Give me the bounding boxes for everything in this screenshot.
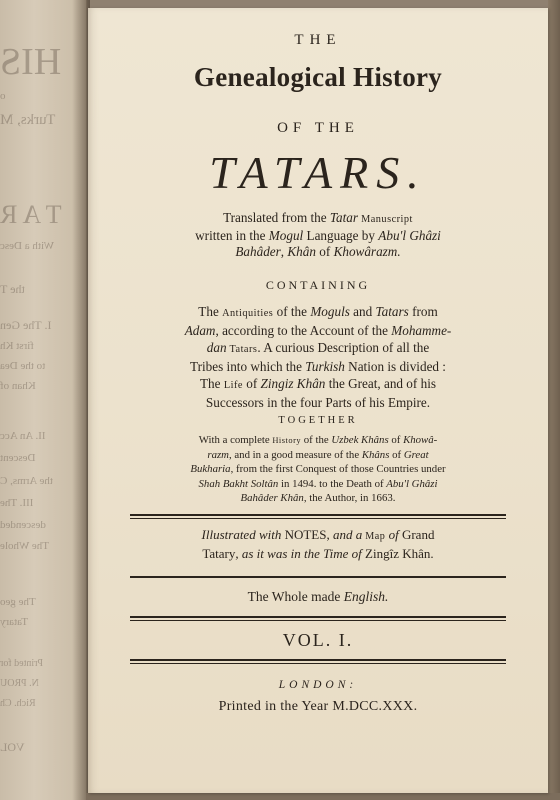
text-run: of — [389, 448, 404, 461]
text-run: Life — [223, 380, 243, 391]
imprint-year: Printed in the Year M.DCC.XXX. — [218, 699, 418, 714]
text-run: Manuscript — [358, 214, 413, 225]
bleed-through-text: HIS — [0, 41, 62, 83]
text-run: from — [408, 304, 438, 319]
bleed-through-text: o — [0, 90, 6, 102]
text-run: , and in a good measure of the — [228, 448, 362, 461]
text-run: Tatar — [329, 210, 359, 225]
text-run: Map — [362, 531, 386, 542]
bleed-through-text: Printed for — [0, 658, 44, 669]
text-run: Moguls — [310, 304, 350, 319]
divider-rule — [130, 576, 506, 578]
whole-made-english — [128, 589, 508, 605]
bleed-through-text: first Kh — [0, 340, 34, 352]
bleed-through-text: With a Desc — [0, 240, 54, 252]
bleed-through-text: Khan of — [0, 380, 36, 392]
text-run: Language by — [303, 228, 379, 243]
text-run: Successors in the four Parts of his Empire. — [205, 395, 431, 410]
text-run: The Whole made — [247, 589, 344, 604]
text-run: , — [280, 244, 288, 259]
text-run: Khowârazm. — [333, 244, 401, 259]
text-run: and — [349, 304, 376, 319]
text-run: in 1494. to the Death of — [278, 477, 387, 490]
history-description — [128, 433, 508, 506]
title-of-the: OF THE — [277, 120, 359, 136]
bleed-through-text: The geo — [0, 596, 36, 608]
bleed-through-text: descended — [0, 519, 46, 531]
text-run: , the Author, in 1663. — [303, 492, 396, 504]
bleed-through-text: Tatary — [0, 616, 28, 628]
text-run: Bahâder Khân — [240, 492, 304, 504]
bleed-through-text: II. An Acc — [0, 430, 46, 442]
bleed-through-text: The Whole — [0, 540, 49, 552]
text-run: written in the — [195, 228, 269, 243]
bleed-through-text: the T — [0, 282, 25, 296]
facing-page — [0, 0, 87, 800]
text-run: The — [198, 304, 223, 319]
text-run: of — [242, 376, 261, 391]
bleed-through-text: to the Dea — [0, 360, 46, 372]
text-run: The — [200, 376, 224, 391]
text-run: Translated from the — [223, 210, 330, 225]
text-run: Antiquities — [222, 308, 274, 319]
volume-number: VOL. I. — [282, 630, 354, 650]
bleed-through-text: I. The Gen — [0, 318, 52, 332]
bleed-through-text: Rich. Ch — [0, 698, 36, 709]
bleed-through-text: Turks, M — [0, 112, 56, 128]
text-run: Tribes into which the — [190, 359, 306, 374]
text-run: Khân — [287, 244, 316, 259]
text-run: Turkish — [305, 359, 345, 374]
text-run: of the — [273, 304, 311, 319]
text-run: . A curious Description of all the — [257, 340, 430, 355]
text-run: the Great, and of his — [325, 376, 436, 391]
text-run: of — [315, 244, 334, 259]
text-run: , according to the Account of the — [215, 323, 392, 338]
translation-note — [128, 210, 508, 260]
text-run: of — [388, 434, 404, 446]
bleed-through-text: T A R — [0, 200, 62, 229]
text-run: Nation is divided : — [344, 359, 446, 374]
text-run: Adam — [184, 323, 216, 338]
text-run: Abu'l Ghâzi — [378, 228, 441, 243]
text-run: Abu'l Ghâzi — [386, 477, 438, 490]
bleed-through-text: N. PROU — [0, 678, 39, 689]
text-run: NOTES, — [281, 527, 333, 542]
text-run: of the — [301, 434, 332, 446]
bleed-through-text: Descent — [0, 452, 36, 464]
title-the: THE — [294, 32, 342, 48]
text-run: Zingîz Khân. — [361, 546, 434, 561]
text-run: Mogul — [268, 228, 304, 243]
divider-rule — [130, 514, 506, 519]
text-run: , as it was in the Time of — [235, 546, 362, 561]
text-run: , from the first Conquest of those Countries under — [230, 463, 446, 475]
text-run: Tatary — [202, 546, 236, 561]
text-run: Khâns — [361, 448, 390, 461]
page-edge-right — [548, 0, 560, 800]
title-tatars: TATARS. — [209, 147, 427, 198]
text-run: Shah Bakht Soltân — [198, 477, 279, 490]
divider-rule — [130, 659, 506, 664]
heading-together: TOGETHER — [278, 415, 358, 426]
imprint-place: LONDON: — [278, 679, 358, 691]
text-run: of — [385, 527, 399, 542]
text-run: Bukharia — [190, 463, 231, 475]
text-run: Great — [403, 448, 429, 461]
divider-rule — [130, 616, 506, 621]
text-run: History — [272, 435, 302, 445]
text-run: Tatars — [226, 344, 258, 355]
text-run: Illustrated with — [201, 527, 282, 542]
text-run: Bahâder — [235, 244, 281, 259]
contents-description — [128, 303, 508, 411]
text-run: Zingiz Khân — [260, 376, 326, 391]
text-run: English. — [343, 589, 389, 604]
text-run: Mohamme- — [391, 323, 452, 338]
heading-containing: CONTAINING — [265, 278, 371, 292]
text-run: Tatars — [375, 304, 409, 319]
text-run: With a complete — [198, 434, 273, 446]
bleed-through-text: the Arms, C — [0, 475, 53, 487]
title-page — [88, 8, 548, 793]
text-run: Grand — [398, 527, 435, 542]
page-edge-bottom — [86, 793, 560, 800]
title-genealogical-history: Genealogical History — [193, 62, 443, 92]
text-run: Uzbek Khâns — [331, 434, 389, 446]
text-run: dan — [206, 340, 227, 355]
text-run: Khowâ- — [403, 434, 438, 446]
illustrated-note — [128, 526, 508, 562]
bleed-through-text: VOL — [0, 740, 25, 754]
text-run: and a — [332, 527, 363, 542]
text-run: razm — [207, 448, 229, 461]
bleed-through-text: III. The — [0, 497, 34, 509]
